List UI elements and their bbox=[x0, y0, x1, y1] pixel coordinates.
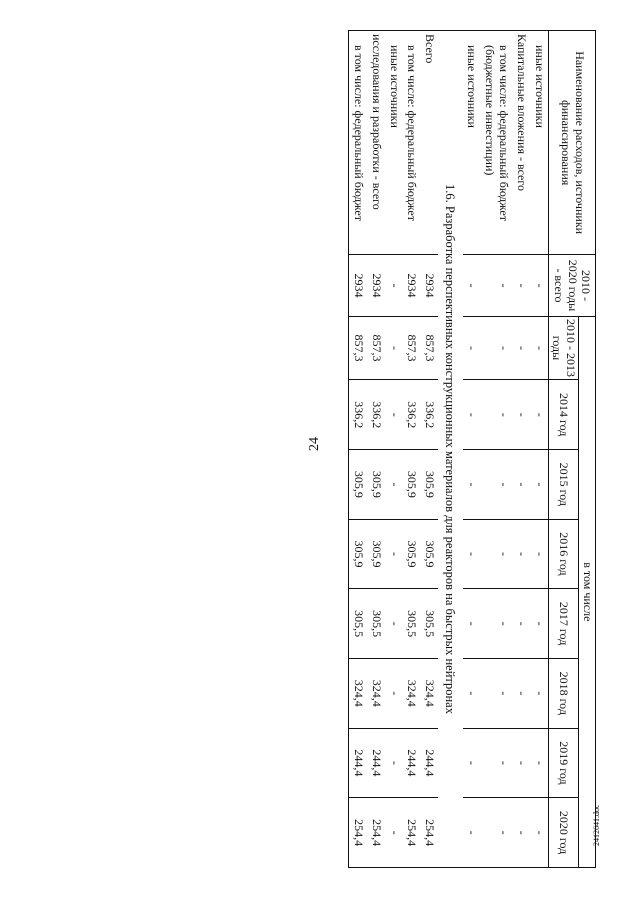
table-cell: 254,4 bbox=[349, 798, 367, 868]
footer-filename: 2412641.doc bbox=[592, 804, 601, 846]
table-cell: - bbox=[480, 316, 512, 380]
header-subcolumn: 2019 год bbox=[548, 728, 579, 798]
table-cell: - bbox=[480, 658, 512, 728]
row-label: исследования и разработки - всего bbox=[367, 31, 385, 255]
table-cell: 305,9 bbox=[367, 450, 385, 520]
header-subcolumn: 2018 год bbox=[548, 658, 579, 728]
header-subcolumn: 2016 год bbox=[548, 519, 579, 589]
table-cell: 2934 bbox=[420, 255, 438, 316]
table-cell: 324,4 bbox=[403, 658, 421, 728]
table-cell: 305,5 bbox=[367, 589, 385, 659]
table-cell: 305,9 bbox=[403, 450, 421, 520]
table-cell: - bbox=[385, 658, 403, 728]
table-cell: - bbox=[530, 728, 548, 798]
table-cell: - bbox=[385, 798, 403, 868]
table-body bbox=[349, 31, 548, 868]
table-cell: - bbox=[512, 450, 530, 520]
header-subcolumn: 2015 год bbox=[548, 450, 579, 520]
table-cell: - bbox=[480, 450, 512, 520]
table-cell: 305,9 bbox=[420, 519, 438, 589]
table-cell: 336,2 bbox=[420, 380, 438, 450]
header-subcolumn: 2020 год bbox=[548, 798, 579, 868]
table-cell: 305,9 bbox=[420, 450, 438, 520]
table-cell: - bbox=[512, 658, 530, 728]
funding-table bbox=[348, 30, 596, 868]
table-row bbox=[420, 31, 438, 868]
table-cell: - bbox=[512, 255, 530, 316]
table-cell: - bbox=[530, 519, 548, 589]
table-cell: - bbox=[385, 255, 403, 316]
table-cell: - bbox=[480, 380, 512, 450]
table-cell: - bbox=[530, 380, 548, 450]
row-label: в том числе: федеральный бюджет (бюджетные инвестиции) bbox=[480, 31, 512, 255]
table-cell: - bbox=[385, 728, 403, 798]
table-cell: - bbox=[463, 589, 481, 659]
table-cell: 244,4 bbox=[420, 728, 438, 798]
table-cell: - bbox=[463, 380, 481, 450]
table-cell: - bbox=[463, 798, 481, 868]
table-cell: - bbox=[480, 589, 512, 659]
row-label: Всего bbox=[420, 31, 438, 255]
table-cell: 254,4 bbox=[420, 798, 438, 868]
table-cell: 305,5 bbox=[349, 589, 367, 659]
table-header bbox=[548, 31, 595, 868]
table-cell: - bbox=[480, 255, 512, 316]
table-cell: 2934 bbox=[367, 255, 385, 316]
table-cell: - bbox=[463, 255, 481, 316]
table-row bbox=[463, 31, 481, 868]
table-cell: 324,4 bbox=[367, 658, 385, 728]
table-cell: - bbox=[512, 728, 530, 798]
table-cell: - bbox=[463, 316, 481, 380]
row-label: в том числе: федеральный бюджет bbox=[349, 31, 367, 255]
table-cell: 305,9 bbox=[349, 450, 367, 520]
row-label: иные источники bbox=[463, 31, 481, 255]
table-row bbox=[367, 31, 385, 868]
table-cell: 305,5 bbox=[420, 589, 438, 659]
header-subcolumn: 2014 год bbox=[548, 380, 579, 450]
table-cell: 305,9 bbox=[349, 519, 367, 589]
header-name-column: Наименование расходов, источники финансирования bbox=[548, 31, 595, 255]
table-row bbox=[480, 31, 512, 868]
table-cell: 244,4 bbox=[403, 728, 421, 798]
table-cell: 254,4 bbox=[403, 798, 421, 868]
header-total-column: 2010 - 2020 годы - всего bbox=[548, 255, 595, 316]
table-cell: - bbox=[512, 589, 530, 659]
table-cell: 857,3 bbox=[403, 316, 421, 380]
table-cell: 2934 bbox=[349, 255, 367, 316]
table-cell: 857,3 bbox=[420, 316, 438, 380]
table-cell: - bbox=[530, 589, 548, 659]
section-title: 1.6. Разработка перспективных конструкционных материалов для реакторов на быстрых нейтронах bbox=[438, 31, 462, 868]
table-cell: - bbox=[530, 798, 548, 868]
table-cell: - bbox=[463, 658, 481, 728]
table-cell: - bbox=[512, 316, 530, 380]
table-cell: 336,2 bbox=[403, 380, 421, 450]
table-cell: - bbox=[385, 380, 403, 450]
table-cell: - bbox=[385, 519, 403, 589]
row-label: иные источники bbox=[385, 31, 403, 255]
section-row bbox=[438, 31, 462, 868]
table-cell: - bbox=[480, 519, 512, 589]
table-cell: - bbox=[480, 728, 512, 798]
table-cell: 336,2 bbox=[349, 380, 367, 450]
page-number: 24 bbox=[307, 437, 322, 451]
table-cell: 336,2 bbox=[367, 380, 385, 450]
table-cell: 244,4 bbox=[349, 728, 367, 798]
header-subcolumn: 2010 - 2013 годы bbox=[548, 316, 579, 380]
table-cell: - bbox=[530, 316, 548, 380]
table-cell: - bbox=[385, 316, 403, 380]
table-cell: 324,4 bbox=[420, 658, 438, 728]
table-cell: 244,4 bbox=[367, 728, 385, 798]
table-cell: - bbox=[512, 519, 530, 589]
table-cell: - bbox=[530, 255, 548, 316]
table-cell: 305,9 bbox=[367, 519, 385, 589]
table-cell: - bbox=[530, 658, 548, 728]
table-cell: 305,5 bbox=[403, 589, 421, 659]
table-cell: 254,4 bbox=[367, 798, 385, 868]
table-row bbox=[349, 31, 367, 868]
header-in-that-number: в том числе bbox=[579, 316, 596, 867]
table-cell: 857,3 bbox=[367, 316, 385, 380]
row-label: Капитальные вложения - всего bbox=[512, 31, 530, 255]
row-label: в том числе: федеральный бюджет bbox=[403, 31, 421, 255]
table-cell: - bbox=[385, 450, 403, 520]
table-cell: 2934 bbox=[403, 255, 421, 316]
table-cell: - bbox=[480, 798, 512, 868]
table-row bbox=[385, 31, 403, 868]
table-cell: 857,3 bbox=[349, 316, 367, 380]
table-cell: - bbox=[463, 519, 481, 589]
table-cell: - bbox=[385, 589, 403, 659]
row-label: иные источники bbox=[530, 31, 548, 255]
table-row bbox=[512, 31, 530, 868]
table-cell: - bbox=[463, 450, 481, 520]
table-cell: - bbox=[530, 450, 548, 520]
table-cell: - bbox=[463, 728, 481, 798]
table-cell: 324,4 bbox=[349, 658, 367, 728]
table-cell: 305,9 bbox=[403, 519, 421, 589]
table-cell: - bbox=[512, 798, 530, 868]
table-row bbox=[403, 31, 421, 868]
table-cell: - bbox=[512, 380, 530, 450]
header-subcolumn: 2017 год bbox=[548, 589, 579, 659]
table-row bbox=[530, 31, 548, 868]
